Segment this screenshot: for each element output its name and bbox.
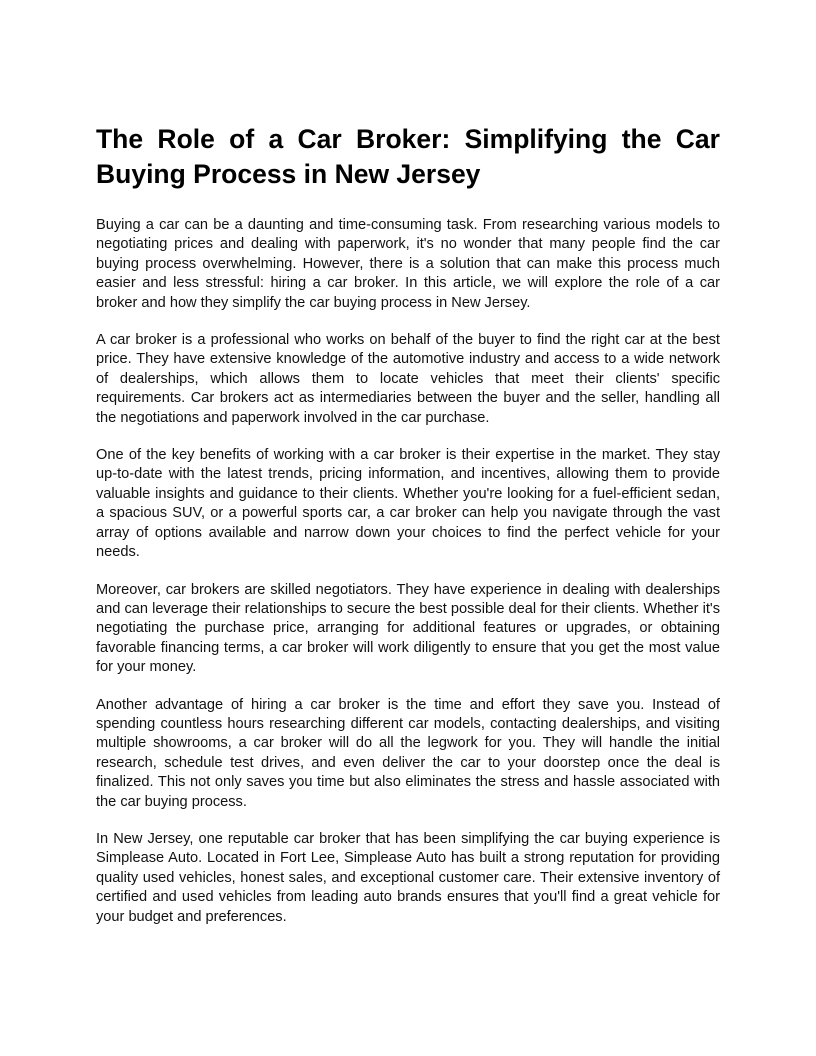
- paragraph-expertise: One of the key benefits of working with a car broker is their expertise in the market. They stay up-to-date with the latest trends, pricing information, and incentives, allowing them to provide valuable insights and guidance to their clients. Whether you're looking for a fuel-efficient sedan, a spacious SUV, or a powerful sports car, a car broker can help you navigate through the vast array of options available and narrow down your choices to find the perfect vehicle for your needs.: [96, 447, 720, 561]
- document-title: The Role of a Car Broker: Simplifying the Car Buying Process in New Jersey: [96, 124, 720, 189]
- document-page: [96, 122, 720, 945]
- paragraph-new-jersey: In New Jersey, one reputable car broker that has been simplifying the car buying experience is Simplease Auto. Located in Fort Lee, Simplease Auto has built a strong reputation for providing quality used vehicles, honest sales, and exceptional customer care. Their extensive inventory of certified and used vehicles from leading auto brands ensures that you'll find a great vehicle for your budget and preferences.: [96, 830, 720, 925]
- paragraph-intro: Buying a car can be a daunting and time-consuming task. From researching various models to negotiating prices and dealing with paperwork, it's no wonder that many people find the car buying process overwhelming. However, there is a solution that can make this process much easier and less stressful: hiring a car broker. In this article, we will explore the role of a car broker and how they simplify the car buying process in New Jersey.: [96, 217, 720, 311]
- paragraph-definition: A car broker is a professional who works on behalf of the buyer to find the right car at the best price. They have extensive knowledge of the automotive industry and access to a wide network of dealerships, which allows them to locate vehicles that meet their clients' specific requirements. Car brokers act as intermediaries between the buyer and the seller, handling all the negotiations and paperwork involved in the car purchase.: [96, 332, 720, 426]
- paragraph-time-savings: Another advantage of hiring a car broker is the time and effort they save you. Instead of spending countless hours researching different car models, contacting dealerships, and visiting multiple showrooms, a car broker will do all the legwork for you. They will handle the initial research, schedule test drives, and even deliver the car to your doorstep once the deal is finalized. This not only saves you time but also eliminates the stress and hassle associated with the car buying process.: [96, 696, 720, 810]
- paragraph-negotiation: Moreover, car brokers are skilled negotiators. They have experience in dealing with dealerships and can leverage their relationships to secure the best possible deal for their clients. Whether it's negotiating the purchase price, arranging for additional features or upgrades, or obtaining favorable financing terms, a car broker will work diligently to ensure that you get the most value for your money.: [96, 581, 720, 676]
